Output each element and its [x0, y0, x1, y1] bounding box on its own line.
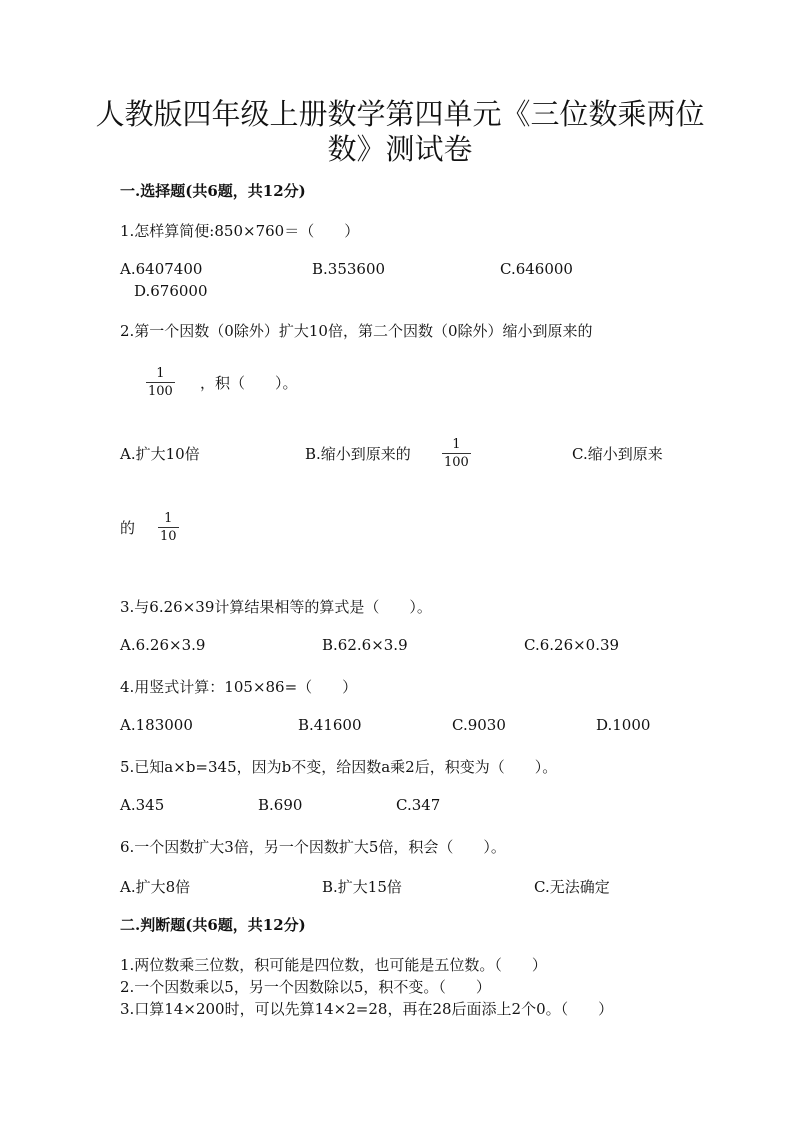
question-6-option-c[interactable]: C.无法确定	[534, 878, 610, 896]
question-3-option-b[interactable]: B.62.6×3.9	[322, 636, 408, 654]
question-4-option-d[interactable]: D.1000	[596, 716, 651, 734]
question-2-option-c-cont: 的	[120, 519, 136, 537]
question-1-option-d[interactable]: D.676000	[134, 282, 208, 300]
question-2-fraction	[146, 366, 175, 399]
fraction-denominator: 100	[444, 455, 469, 470]
question-5-text: 5.已知a×b=345，因为b不变，给因数a乘2后，积变为（ ）。	[120, 758, 558, 776]
judgment-item-3: 3.口算14×200时，可以先算14×2=28，再在28后面添上2个0。（ ）	[120, 1000, 614, 1018]
question-2-option-b-fraction	[442, 437, 471, 470]
question-5-option-b[interactable]: B.690	[258, 796, 303, 814]
judgment-item-2: 2.一个因数乘以5，另一个因数除以5，积不变。（ ）	[120, 978, 491, 996]
question-2-text-cont: ，积（ ）。	[200, 374, 298, 392]
fraction-bar	[442, 453, 471, 454]
question-4-text: 4.用竖式计算：105×86=（ ）	[120, 678, 358, 696]
question-5-option-a[interactable]: A.345	[120, 796, 165, 814]
question-2-text: 2.第一个因数（0除外）扩大10倍，第二个因数（0除外）缩小到原来的	[120, 322, 593, 340]
question-5-option-c[interactable]: C.347	[396, 796, 441, 814]
question-3-option-c[interactable]: C.6.26×0.39	[524, 636, 620, 654]
question-2-option-b[interactable]: B.缩小到原来的	[305, 445, 411, 463]
fraction-numerator: 1	[452, 437, 461, 452]
question-3-text: 3.与6.26×39计算结果相等的算式是（ ）。	[120, 598, 432, 616]
section1-heading: 一.选择题(共6题，共12分)	[120, 182, 306, 200]
question-2-option-a[interactable]: A.扩大10倍	[120, 445, 200, 463]
fraction-denominator: 10	[160, 529, 177, 544]
question-1-option-a[interactable]: A.6407400	[120, 260, 203, 278]
question-4-option-c[interactable]: C.9030	[452, 716, 506, 734]
question-1-text: 1.怎样算简便:850×760＝（ ）	[120, 222, 360, 240]
question-2-option-c[interactable]: C.缩小到原来	[572, 445, 663, 463]
question-1-option-b[interactable]: B.353600	[312, 260, 386, 278]
question-3-option-a[interactable]: A.6.26×3.9	[120, 636, 206, 654]
page-title-line1: 人教版四年级上册数学第四单元《三位数乘两位	[95, 97, 705, 131]
judgment-item-1: 1.两位数乘三位数，积可能是四位数，也可能是五位数。（ ）	[120, 956, 547, 974]
question-4-option-b[interactable]: B.41600	[298, 716, 362, 734]
question-6-option-a[interactable]: A.扩大8倍	[120, 878, 191, 896]
fraction-denominator: 100	[148, 384, 173, 399]
fraction-numerator: 1	[164, 511, 173, 526]
page-title-line2: 数》测试卷	[327, 132, 473, 166]
question-6-text: 6.一个因数扩大3倍，另一个因数扩大5倍，积会（ ）。	[120, 838, 506, 856]
fraction-numerator: 1	[156, 366, 165, 381]
fraction-bar	[146, 382, 175, 383]
question-2-option-c-fraction	[158, 511, 179, 544]
question-6-option-b[interactable]: B.扩大15倍	[322, 878, 402, 896]
fraction-bar	[158, 527, 179, 528]
question-4-option-a[interactable]: A.183000	[120, 716, 193, 734]
section2-heading: 二.判断题(共6题，共12分)	[120, 916, 306, 934]
question-1-option-c[interactable]: C.646000	[500, 260, 573, 278]
